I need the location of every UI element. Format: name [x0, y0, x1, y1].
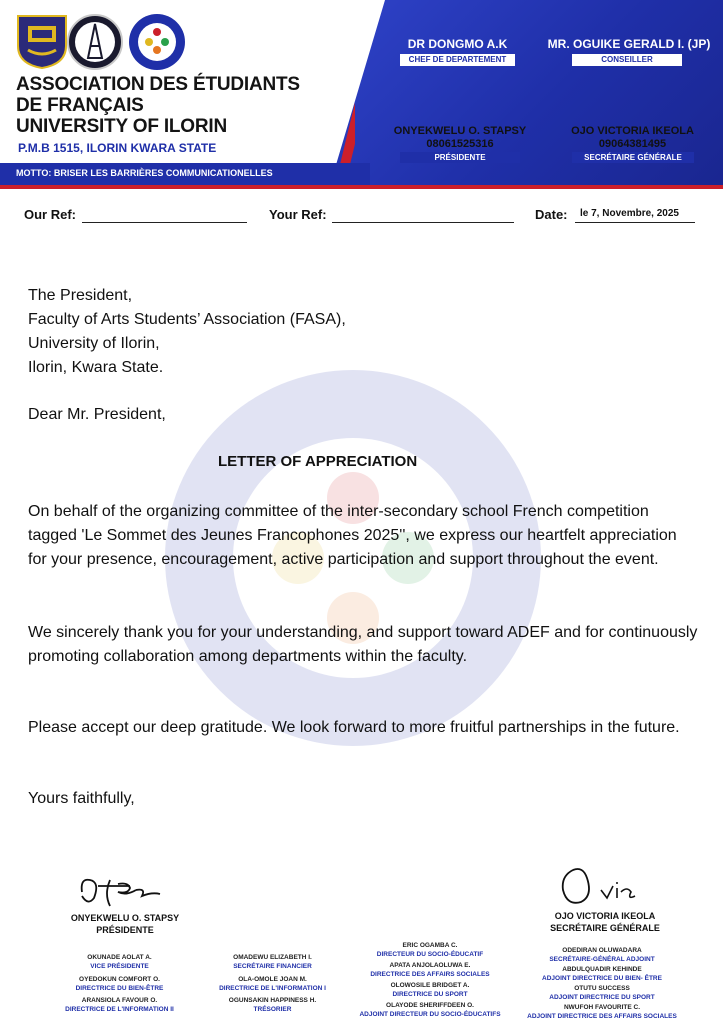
unis-pour-limpact-logo-icon	[127, 12, 187, 72]
committee-member	[42, 996, 197, 1014]
official-role-tag: PRÉSIDENTE	[400, 152, 520, 163]
committee-member	[345, 941, 515, 959]
our-ref-label: Our Ref:	[24, 207, 76, 222]
member-name: OKUNADE AOLAT A.	[87, 954, 152, 961]
official-name: DR DONGMO A.K	[407, 37, 508, 51]
body-paragraph: We sincerely thank you for your understanding, and support toward ADEF and for continuously promoting collaboration among departments within the faculty.	[28, 624, 698, 665]
member-name: ODEDIRAN OLUWADARA	[562, 947, 642, 954]
our-ref-line	[82, 222, 247, 223]
official-name: MR. OGUIKE GERALD I. (JP)	[547, 37, 711, 51]
eiffel-tower-seal-icon	[66, 12, 124, 72]
date-label: Date:	[535, 207, 568, 222]
committee-member	[512, 984, 692, 1002]
association-name-line: ASSOCIATION DES ÉTUDIANTS	[16, 74, 300, 95]
closing: Yours faithfully,	[28, 790, 135, 807]
committee-member	[42, 975, 197, 993]
committee-member	[42, 953, 197, 971]
association-name-line: UNIVERSITY OF ILORIN	[16, 116, 228, 137]
recipient-address	[28, 284, 346, 380]
official-name: OJO VICTORIA IKEOLA	[571, 125, 694, 137]
member-name: APATA ANJOLAOLUWA E.	[389, 962, 471, 969]
body-paragraph: On behalf of the organizing committee of the inter-secondary school French competition tagged 'Le Sommet des Jeunes Francophones 2025'', we express our heartfelt appreciation for your presence, encouragement, active participation and support throughout the event.	[28, 503, 677, 568]
member-role: DIRECTRICE DE L'INFORMATION I	[219, 985, 326, 992]
signatory-name: OJO VICTORIA IKEOLA	[554, 911, 656, 921]
salutation: Dear Mr. President,	[28, 406, 166, 423]
committee-member	[200, 975, 345, 993]
association-name	[16, 74, 300, 137]
member-role: SECRÉTAIRE-GÉNÉRAL ADJOINT	[549, 956, 655, 963]
unilorin-crest-icon	[14, 12, 70, 70]
member-name: OYEDOKUN COMFORT O.	[79, 976, 160, 983]
member-name: OLA-OMOLE JOAN M.	[238, 976, 307, 983]
committee-member	[200, 996, 345, 1014]
your-ref-line	[332, 222, 514, 223]
member-role: DIRECTRICE DES AFFAIRS SOCIALES	[370, 971, 490, 978]
committee-member	[512, 1003, 692, 1021]
signatory-role: PRÉSIDENTE	[96, 925, 154, 935]
official-role-tag: SECRÉTAIRE GÉNÉRALE	[572, 152, 694, 163]
member-role: ADJOINT DIRECTRICE DU BIEN- ÊTRE	[542, 975, 662, 982]
member-name: OLOWOSILE BRIDGET A.	[390, 982, 470, 989]
official-role-tag: CONSEILLER	[572, 54, 682, 66]
member-role: ADJOINT DIRECTEUR DU SOCIO-ÉDUCATIFS	[359, 1011, 501, 1018]
member-name: OMADEWU ELIZABETH I.	[233, 954, 312, 961]
official-phone: 08061525316	[426, 138, 494, 150]
signatory-name: ONYEKWELU O. STAPSY	[70, 913, 180, 923]
member-name: NWUFOH FAVOURITE C.	[563, 1004, 641, 1011]
address-line: University of Ilorin,	[28, 335, 160, 352]
body-paragraph: Please accept our deep gratitude. We look forward to more fruitful partnerships in the future.	[28, 719, 680, 736]
official-name: ONYEKWELU O. STAPSY	[393, 125, 527, 137]
member-role: TRÉSORIER	[253, 1006, 292, 1013]
signatory-role: SECRÉTAIRE GÉNÉRALE	[550, 923, 660, 933]
address-line: Faculty of Arts Students’ Association (FASA),	[28, 311, 346, 328]
address-line: The President,	[28, 287, 133, 304]
signature-ojo-icon	[555, 856, 655, 910]
member-name: OGUNSAKIN HAPPINESS H.	[228, 997, 317, 1004]
committee-member	[200, 953, 345, 971]
member-role: DIRECTRICE DE L'INFORMATION II	[65, 1006, 174, 1013]
association-address: P.M.B 1515, ILORIN KWARA STATE	[18, 141, 217, 155]
committee-member	[512, 946, 692, 964]
date-value: le 7, Novembre, 2025	[580, 208, 679, 219]
member-name: ABDULQUADIR KEHINDE	[562, 966, 642, 973]
member-name: ARANSIOLA FAVOUR O.	[81, 997, 158, 1004]
member-role: SECRÉTAIRE FINANCIER	[233, 963, 312, 970]
association-name-line: DE FRANÇAIS	[16, 95, 144, 116]
signature-stapsy-icon	[70, 872, 180, 912]
member-role: VICE PRÉSIDENTE	[90, 963, 149, 970]
committee-member	[345, 1001, 515, 1019]
committee-member	[345, 981, 515, 999]
member-name: OLAYODE SHERIFFDEEN O.	[386, 1002, 474, 1009]
date-line	[575, 222, 695, 223]
address-line: Ilorin, Kwara State.	[28, 359, 164, 376]
member-name: ERIC OGAMBA C.	[402, 942, 458, 949]
committee-member	[345, 961, 515, 979]
your-ref-label: Your Ref:	[269, 207, 327, 222]
official-role-tag: CHEF DE DEPARTEMENT	[400, 54, 515, 66]
member-name: OTUTU SUCCESS	[574, 985, 630, 992]
member-role: DIRECTRICE DU BIEN-ÊTRE	[75, 985, 164, 992]
committee-member	[512, 965, 692, 983]
member-role: ADJOINT DIRECTRICE DES AFFAIRS SOCIALES	[527, 1013, 677, 1020]
member-role: DIRECTEUR DU SOCIO-ÉDUCATIF	[376, 951, 484, 958]
official-phone: 09064381495	[598, 138, 667, 150]
header-divider	[0, 185, 723, 189]
member-role: DIRECTRICE DU SPORT	[392, 991, 468, 998]
motto-text: MOTTO: BRISER LES BARRIÈRES COMMUNICATIONELLES	[16, 168, 273, 178]
letter-title: LETTER OF APPRECIATION	[218, 453, 418, 470]
member-role: ADJOINT DIRECTRICE DU SPORT	[549, 994, 655, 1001]
